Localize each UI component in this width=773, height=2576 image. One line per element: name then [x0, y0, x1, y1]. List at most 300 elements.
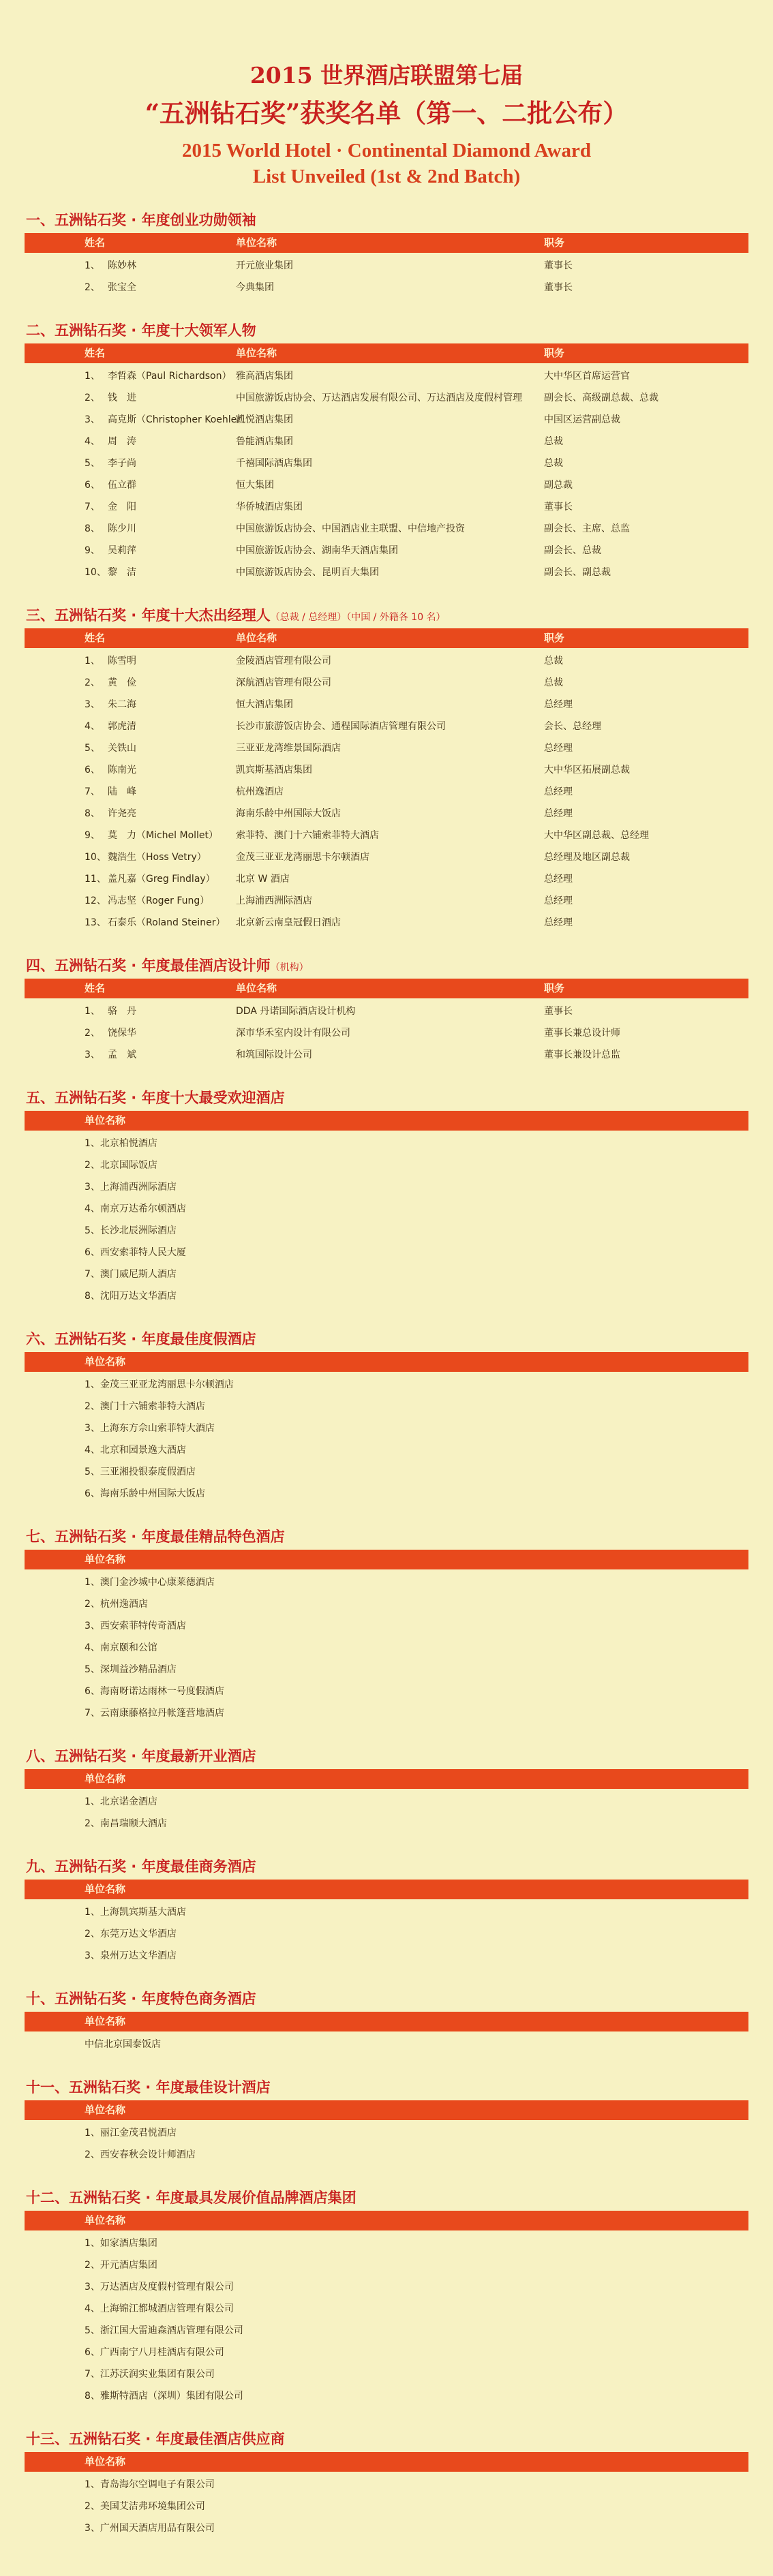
list-item: [25, 1901, 748, 1923]
list-body: [25, 2120, 748, 2167]
cell-title: 董事长: [544, 1006, 573, 1017]
list-item: [25, 1285, 748, 1307]
table-header: [25, 2211, 748, 2230]
column-header-unit: 单位名称: [236, 236, 277, 249]
cell-name: [25, 453, 236, 474]
section-title: 五、五洲钻石奖 · 年度十大最受欢迎酒店: [26, 1090, 285, 1106]
person-name: 冯志坚（Roger Fung）: [108, 895, 210, 906]
cell-name: [25, 912, 236, 934]
list-item: [25, 1593, 748, 1615]
table-header: [25, 1769, 748, 1789]
table-row: [25, 781, 748, 803]
list-item: [25, 1374, 748, 1396]
column-header-name: 姓名: [85, 347, 106, 359]
list-body: [25, 1131, 748, 1308]
cell-name: [25, 781, 236, 803]
section-title: 六、五洲钻石奖 · 年度最佳度假酒店: [26, 1331, 256, 1347]
row-number: 5、: [85, 743, 100, 754]
table-row: [25, 387, 748, 409]
row-number: 11、: [85, 874, 106, 885]
row-number: 8、: [85, 2391, 100, 2402]
cell-unit: 北京新云南皇冠假日酒店: [236, 917, 341, 928]
cell-unit: 华侨城酒店集团: [236, 502, 303, 512]
row-number: 10、: [85, 852, 106, 863]
header: [0, 0, 773, 189]
table-row: [25, 431, 748, 453]
cell-name: [25, 759, 236, 781]
section-title: 十三、五洲钻石奖 · 年度最佳酒店供应商: [26, 2431, 285, 2447]
cell-title: 总裁: [544, 436, 563, 447]
section-title: [25, 602, 748, 628]
unit-name: 沈阳万达文华酒店: [100, 1291, 177, 1302]
unit-name: 北京和园景逸大酒店: [100, 1445, 186, 1456]
cell-title: 总裁: [544, 677, 563, 688]
award-section: [25, 2426, 748, 2541]
row-number: 4、: [85, 1642, 100, 1653]
page-title-en-line1: 2015 World Hotel · Continental Diamond Award: [182, 140, 591, 162]
list-item: [25, 2320, 748, 2342]
person-name: 陈妙林: [108, 260, 136, 271]
row-number: 5、: [85, 1664, 100, 1675]
list-item: [25, 1154, 748, 1176]
cell-name: [25, 1022, 236, 1044]
list-item: [25, 1702, 748, 1724]
cell-unit: 深航酒店管理有限公司: [236, 677, 331, 688]
unit-name: 广州国天酒店用品有限公司: [100, 2523, 215, 2534]
column-header-unit: 单位名称: [85, 2214, 126, 2226]
cell-title: 中国区运营副总裁: [544, 414, 620, 425]
row-number: 7、: [85, 1708, 100, 1719]
award-section: [25, 953, 748, 1067]
person-name: 陆 峰: [108, 786, 136, 797]
person-name: 陈雪明: [108, 656, 136, 666]
row-number: 4、: [85, 436, 100, 447]
unit-name: 江苏沃润实业集团有限公司: [100, 2369, 215, 2380]
cell-unit: 中国旅游饭店协会、万达酒店发展有限公司、万达酒店及度假村管理: [236, 393, 522, 403]
list-item: [25, 1571, 748, 1593]
table-row: [25, 912, 748, 934]
row-number: 7、: [85, 502, 100, 512]
person-name: 孟 斌: [108, 1049, 136, 1060]
cell-name: [25, 716, 236, 737]
list-item: [25, 1133, 748, 1154]
unit-name: 上海凯宾斯基大酒店: [100, 1907, 186, 1918]
row-number: 2、: [85, 1599, 100, 1610]
cell-unit: 中国旅游饭店协会、湖南华天酒店集团: [236, 545, 398, 556]
row-number: 1、: [85, 1907, 100, 1918]
table-row: [25, 255, 748, 277]
cell-name: [25, 890, 236, 912]
section-title: [25, 953, 748, 979]
list-item: [25, 2517, 748, 2539]
column-header-unit: 单位名称: [85, 1883, 126, 1895]
person-name: 李子尚: [108, 458, 136, 469]
cell-name: [25, 694, 236, 716]
cell-unit: 千禧国际酒店集团: [236, 458, 312, 469]
row-number: 2、: [85, 1028, 100, 1039]
column-header-title: 职务: [544, 982, 565, 994]
table-header: [25, 1880, 748, 1899]
row-number: 2、: [85, 282, 100, 293]
cell-name: [25, 846, 236, 868]
row-number: 2、: [85, 2501, 100, 2512]
column-header-unit: 单位名称: [85, 2015, 126, 2027]
person-name: 朱二海: [108, 699, 136, 710]
row-number: 1、: [85, 2479, 100, 2490]
list-item: [25, 1220, 748, 1242]
cell-name: [25, 387, 236, 409]
unit-name: 万达酒店及度假村管理有限公司: [100, 2282, 234, 2293]
cell-title: 董事长兼设计总监: [544, 1049, 620, 1060]
table-row: [25, 562, 748, 583]
list-item: [25, 2122, 748, 2144]
column-header-unit: 单位名称: [85, 1355, 126, 1368]
person-name: 饶保华: [108, 1028, 136, 1039]
cell-title: 会长、总经理: [544, 721, 601, 732]
column-header-unit: 单位名称: [85, 1773, 126, 1785]
cell-title: 董事长: [544, 260, 573, 271]
person-name: 石泰乐（Roland Steiner）: [108, 917, 226, 928]
person-name: 周 涛: [108, 436, 136, 447]
page-title-cn-line2: “五洲钻石奖”获奖名单（第一、二批公布）: [145, 98, 628, 128]
row-number: 5、: [85, 1225, 100, 1236]
row-number: 9、: [85, 545, 100, 556]
row-number: 4、: [85, 1203, 100, 1214]
award-section: [25, 2185, 748, 2408]
row-number: 8、: [85, 523, 100, 534]
list-body: [25, 1899, 748, 1968]
cell-name: [25, 562, 236, 583]
cell-name: [25, 496, 236, 518]
cell-unit: 雅高酒店集团: [236, 371, 293, 382]
row-number: 8、: [85, 808, 100, 819]
section-title: [25, 207, 748, 233]
table-row: [25, 540, 748, 562]
row-number: 8、: [85, 1291, 100, 1302]
unit-name: 杭州逸酒店: [100, 1599, 148, 1610]
person-name: 陈少川: [108, 523, 136, 534]
cell-unit: 索菲特、澳门十六铺索菲特大酒店: [236, 830, 379, 841]
section-title: [25, 318, 748, 343]
table-header: [25, 1111, 748, 1131]
table-header: [25, 979, 748, 998]
unit-name: 泉州万达文华酒店: [100, 1950, 177, 1961]
person-name: 盖凡嘉（Greg Findlay）: [108, 874, 215, 885]
list-item: [25, 1483, 748, 1505]
list-item: [25, 2385, 748, 2407]
cell-title: 总经理: [544, 786, 573, 797]
award-sections: [0, 207, 773, 2541]
row-number: 1、: [85, 1577, 100, 1588]
list-item: [25, 1439, 748, 1461]
row-number: 6、: [85, 480, 100, 491]
award-section: [25, 2074, 748, 2167]
section-title-text: 四、五洲钻石奖 · 年度最佳酒店设计师: [26, 957, 271, 974]
unit-name: 南京万达希尔顿酒店: [100, 1203, 186, 1214]
row-number: 3、: [85, 2523, 100, 2534]
cell-name: [25, 1000, 236, 1022]
cell-name: [25, 825, 236, 846]
cell-unit: 开元旅业集团: [236, 260, 293, 271]
row-number: 1、: [85, 2238, 100, 2249]
table-header: [25, 2100, 748, 2120]
table-row: [25, 650, 748, 672]
column-header-name: 姓名: [85, 982, 106, 994]
unit-name: 如家酒店集团: [100, 2238, 157, 2249]
table-row: [25, 518, 748, 540]
table-row: [25, 825, 748, 846]
table-row: [25, 474, 748, 496]
award-section: [25, 602, 748, 935]
list-item: [25, 1813, 748, 1835]
row-number: 4、: [85, 721, 100, 732]
cell-title: 总裁: [544, 656, 563, 666]
row-number: 2、: [85, 2260, 100, 2271]
list-body: [25, 1789, 748, 1836]
list-item: [25, 1791, 748, 1813]
list-item: [25, 1396, 748, 1417]
cell-title: 副会长、副总裁: [544, 567, 611, 578]
cell-title: 董事长兼总设计师: [544, 1028, 620, 1039]
award-section: [25, 1854, 748, 1968]
table-row: [25, 365, 748, 387]
list-item: [25, 2496, 748, 2517]
cell-unit: 杭州逸酒店: [236, 786, 284, 797]
person-name: 吴莉萍: [108, 545, 136, 556]
person-name: 钱 进: [108, 393, 136, 403]
cell-title: 总经理: [544, 699, 573, 710]
person-name: 郭虎清: [108, 721, 136, 732]
row-number: 1、: [85, 1796, 100, 1807]
list-item: [25, 2342, 748, 2363]
list-item: [25, 1681, 748, 1702]
person-name: 高克斯（Christopher Koehler）: [108, 414, 251, 425]
table-body: [25, 648, 748, 935]
person-name: 金 阳: [108, 502, 136, 512]
section-title-text: 三、五洲钻石奖 · 年度十大杰出经理人: [26, 607, 271, 624]
row-number: 13、: [85, 917, 106, 928]
person-name: 陈南光: [108, 765, 136, 776]
list-item: [25, 1417, 748, 1439]
unit-name: 西安索菲特传奇酒店: [100, 1621, 186, 1631]
cell-unit: 金陵酒店管理有限公司: [236, 656, 331, 666]
unit-name: 北京柏悦酒店: [100, 1138, 157, 1149]
cell-name: [25, 474, 236, 496]
row-number: 1、: [85, 1006, 100, 1017]
cell-unit: 三亚亚龙湾维景国际酒店: [236, 743, 341, 754]
row-number: 3、: [85, 1621, 100, 1631]
award-section: [25, 1743, 748, 1836]
row-number: 2、: [85, 1401, 100, 1412]
section-title-text: 一、五洲钻石奖 · 年度创业功勋领袖: [26, 212, 256, 228]
cell-name: [25, 803, 236, 825]
cell-title: 董事长: [544, 502, 573, 512]
cell-title: 大中华区拓展副总裁: [544, 765, 630, 776]
list-item: [25, 1945, 748, 1967]
cell-unit: 恒大集团: [236, 480, 274, 491]
list-item: [25, 1263, 748, 1285]
column-header-unit: 单位名称: [236, 347, 277, 359]
cell-unit: 凯宾斯基酒店集团: [236, 765, 312, 776]
unit-name: 西安春秋会设计师酒店: [100, 2149, 196, 2160]
column-header-unit: 单位名称: [236, 982, 277, 994]
cell-unit: 深市华禾室内设计有限公司: [236, 1028, 350, 1039]
cell-unit: 凯悦酒店集团: [236, 414, 293, 425]
table-header: [25, 1352, 748, 1372]
list-item: [25, 2034, 748, 2055]
table-row: [25, 694, 748, 716]
row-number: 3、: [85, 699, 100, 710]
cell-name: [25, 431, 236, 453]
table-row: [25, 1022, 748, 1044]
list-item: [25, 1637, 748, 1659]
person-name: 骆 丹: [108, 1006, 136, 1017]
list-item: [25, 2298, 748, 2320]
table-header: [25, 233, 748, 253]
table-row: [25, 409, 748, 431]
column-header-unit: 单位名称: [85, 2455, 126, 2468]
section-title: 七、五洲钻石奖 · 年度最佳精品特色酒店: [26, 1529, 285, 1545]
table-row: [25, 716, 748, 737]
row-number: 2、: [85, 677, 100, 688]
award-section: [25, 1986, 748, 2057]
cell-name: [25, 868, 236, 890]
unit-name: 广西南宁八月桂酒店有限公司: [100, 2347, 224, 2358]
table-row: [25, 496, 748, 518]
unit-name: 金茂三亚亚龙湾丽思卡尔顿酒店: [100, 1379, 234, 1390]
list-item: [25, 2276, 748, 2298]
cell-title: 董事长: [544, 282, 573, 293]
row-number: 2、: [85, 1818, 100, 1829]
row-number: 2、: [85, 1160, 100, 1171]
cell-unit: 中国旅游饭店协会、中国酒店业主联盟、中信地产投资: [236, 523, 465, 534]
person-name: 伍立群: [108, 480, 136, 491]
unit-name: 浙江国大雷迪森酒店管理有限公司: [100, 2325, 243, 2336]
cell-title: 副总裁: [544, 480, 573, 491]
list-item: [25, 2233, 748, 2254]
unit-name: 南昌瑞颐大酒店: [100, 1818, 167, 1829]
row-number: 2、: [85, 2149, 100, 2160]
row-number: 3、: [85, 1423, 100, 1434]
list-item: [25, 2254, 748, 2276]
cell-unit: 恒大酒店集团: [236, 699, 293, 710]
list-item: [25, 1242, 748, 1263]
column-header-title: 职务: [544, 347, 565, 359]
unit-name: 上海锦江都城酒店管理有限公司: [100, 2303, 234, 2314]
cell-title: 总经理: [544, 917, 573, 928]
unit-name: 美国艾洁弗环境集团公司: [100, 2501, 205, 2512]
unit-name: 雅斯特酒店（深圳）集团有限公司: [100, 2391, 243, 2402]
table-row: [25, 672, 748, 694]
list-item: [25, 2474, 748, 2496]
row-number: 7、: [85, 2369, 100, 2380]
unit-name: 开元酒店集团: [100, 2260, 157, 2271]
table-row: [25, 868, 748, 890]
cell-title: 总经理: [544, 874, 573, 885]
cell-unit: 鲁能酒店集团: [236, 436, 293, 447]
cell-name: [25, 277, 236, 298]
row-number: 6、: [85, 765, 100, 776]
row-number: 6、: [85, 2347, 100, 2358]
cell-name: [25, 365, 236, 387]
person-name: 莫 力（Michel Mollet）: [108, 830, 219, 841]
unit-name: 丽江金茂君悦酒店: [100, 2128, 177, 2138]
unit-name: 青岛海尔空调电子有限公司: [100, 2479, 215, 2490]
row-number: 3、: [85, 2282, 100, 2293]
table-header: [25, 2452, 748, 2472]
table-body: [25, 253, 748, 300]
column-header-unit: 单位名称: [236, 632, 277, 644]
row-number: 6、: [85, 1488, 100, 1499]
cell-unit: 金茂三亚亚龙湾丽思卡尔顿酒店: [236, 852, 369, 863]
award-section: [25, 1085, 748, 1308]
list-body: [25, 1569, 748, 1726]
cell-name: [25, 672, 236, 694]
person-name: 关铁山: [108, 743, 136, 754]
row-number: 9、: [85, 830, 100, 841]
table-header: [25, 628, 748, 648]
table-row: [25, 1000, 748, 1022]
cell-name: [25, 518, 236, 540]
unit-name: 西安索菲特人民大厦: [100, 1247, 186, 1258]
unit-name: 中信北京国泰饭店: [85, 2039, 161, 2050]
row-number: 1、: [85, 1379, 100, 1390]
column-header-title: 职务: [544, 632, 565, 644]
row-number: 6、: [85, 1686, 100, 1697]
cell-name: [25, 737, 236, 759]
cell-unit: 今典集团: [236, 282, 274, 293]
row-number: 1、: [85, 2128, 100, 2138]
cell-title: 总经理: [544, 808, 573, 819]
row-number: 1、: [85, 656, 100, 666]
award-section: [25, 207, 748, 300]
row-number: 6、: [85, 1247, 100, 1258]
row-number: 7、: [85, 1269, 100, 1280]
section-title: 八、五洲钻石奖 · 年度最新开业酒店: [26, 1748, 256, 1764]
unit-name: 深圳益沙精品酒店: [100, 1664, 177, 1675]
cell-title: 总裁: [544, 458, 563, 469]
cell-title: 大中华区首席运营官: [544, 371, 630, 382]
table-row: [25, 1044, 748, 1066]
person-name: 李哲森（Paul Richardson）: [108, 371, 232, 382]
table-header: [25, 2012, 748, 2031]
unit-name: 上海东方佘山索菲特大酒店: [100, 1423, 215, 1434]
list-item: [25, 1198, 748, 1220]
table-row: [25, 803, 748, 825]
section-title-note: （机构）: [270, 962, 309, 973]
cell-unit: 中国旅游饭店协会、昆明百大集团: [236, 567, 379, 578]
column-header-title: 职务: [544, 236, 565, 249]
cell-name: [25, 255, 236, 277]
unit-name: 东莞万达文华酒店: [100, 1929, 177, 1939]
section-title: 九、五洲钻石奖 · 年度最佳商务酒店: [26, 1858, 256, 1875]
list-item: [25, 2144, 748, 2166]
column-header-unit: 单位名称: [85, 1114, 126, 1126]
row-number: 5、: [85, 2325, 100, 2336]
person-name: 黄 俭: [108, 677, 136, 688]
list-body: [25, 1372, 748, 1506]
row-number: 3、: [85, 414, 100, 425]
page-title-en-line2: List Unveiled (1st & 2nd Batch): [252, 166, 521, 187]
unit-name: 北京诺金酒店: [100, 1796, 157, 1807]
row-number: 4、: [85, 1445, 100, 1456]
person-name: 张宝全: [108, 282, 136, 293]
person-name: 黎 洁: [108, 567, 136, 578]
award-section: [25, 1524, 748, 1726]
unit-name: 海南乐龄中州国际大饭店: [100, 1488, 205, 1499]
person-name: 魏浩生（Hoss Vetry）: [108, 852, 207, 863]
row-number: 1、: [85, 260, 100, 271]
